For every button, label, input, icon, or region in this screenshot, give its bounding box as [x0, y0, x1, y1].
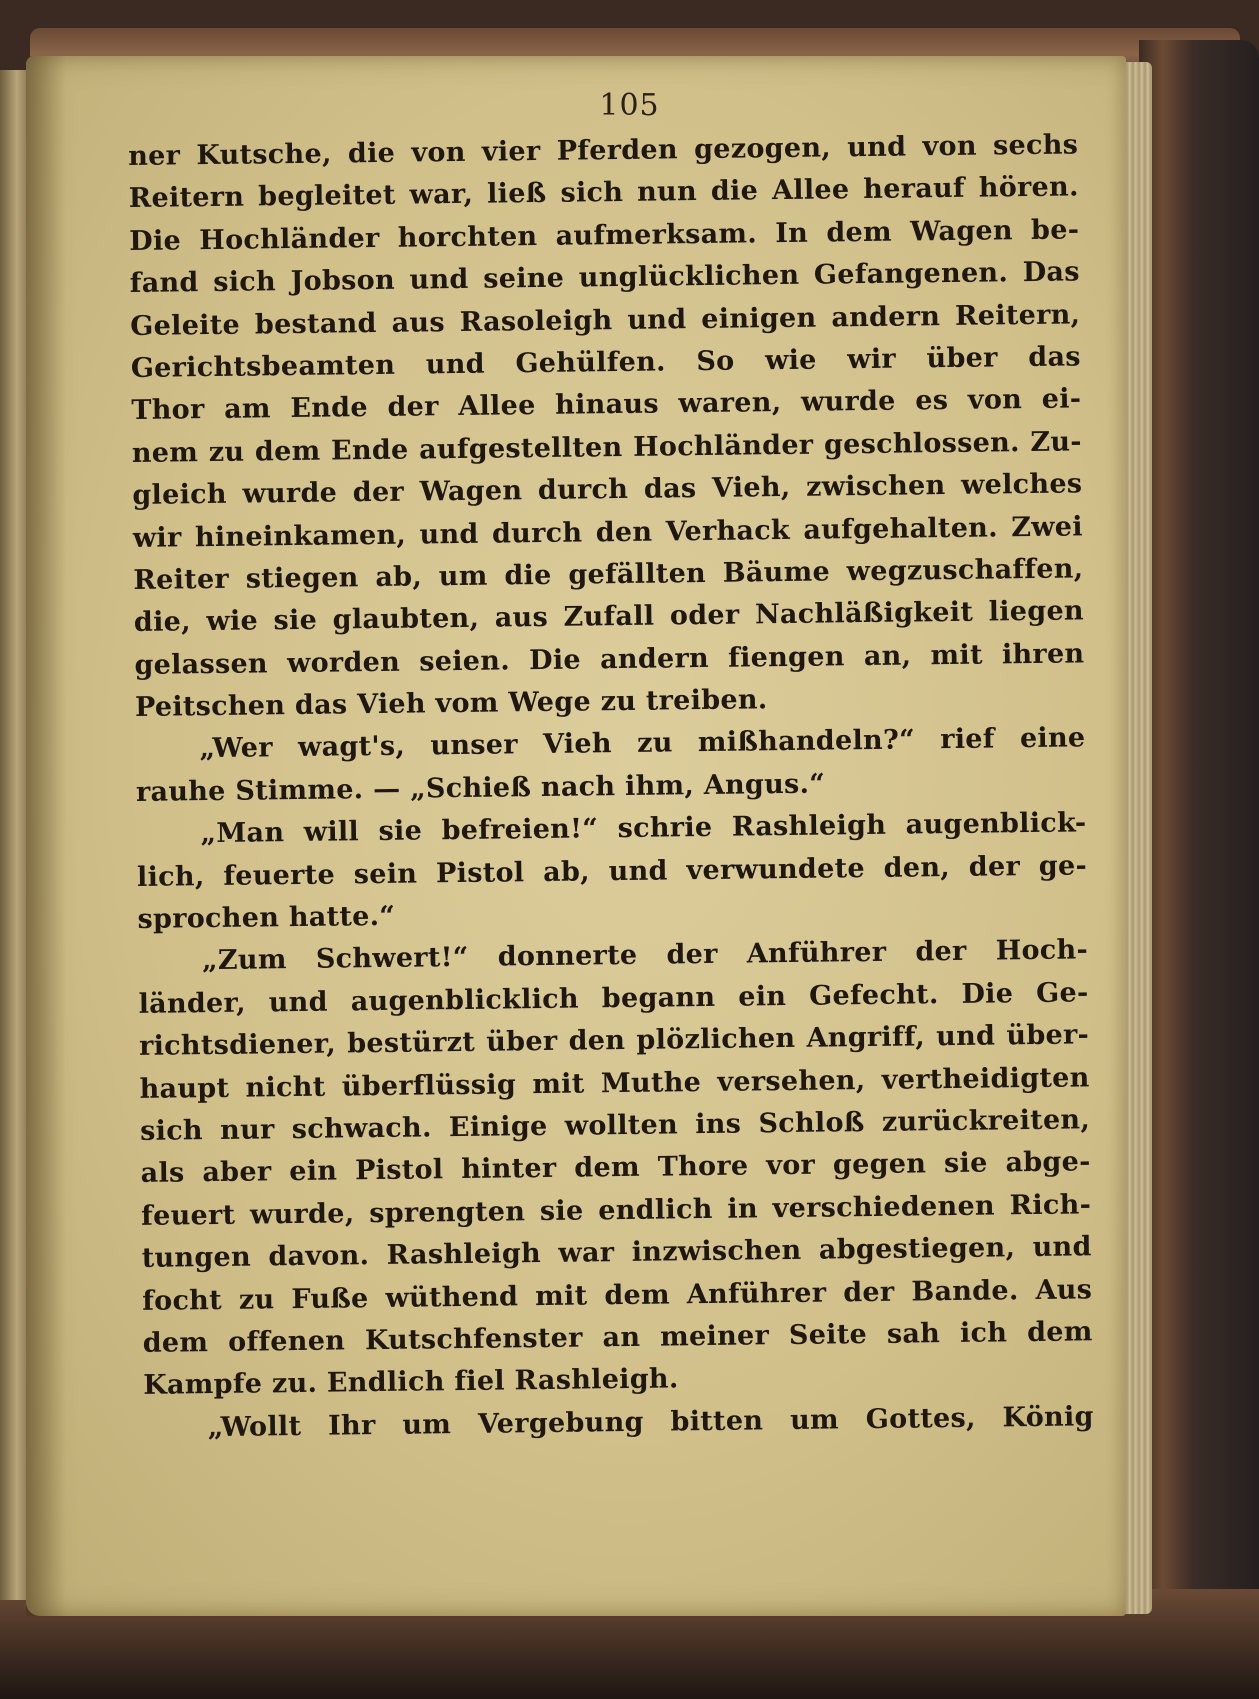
- text-line: fand sich Jobson und seine unglücklichen Gefangenen. Das: [129, 256, 1080, 300]
- text-line: gelassen worden seien. Die andern fiengen an, mit ihren: [134, 638, 1085, 681]
- text-line: feuert wurde, sprengten sie endlich in verschiedenen Rich-: [141, 1189, 1092, 1232]
- text-line: die, wie sie glaubten, aus Zufall oder Nachläßigkeit liegen: [133, 595, 1085, 639]
- page-number: 105: [599, 88, 660, 123]
- text-line: Reiter stiegen ab, um die gefällten Bäume wegzuschaffen,: [133, 553, 1084, 596]
- text-line: sprochen hatte.“: [137, 900, 396, 935]
- text-line: als aber ein Pistol hinter dem Thore vor gegen sie abge-: [140, 1146, 1091, 1190]
- body-text: [128, 124, 1094, 1450]
- text-line: länder, und augenblicklich begann ein Gefecht. Die Ge-: [138, 977, 1089, 1020]
- text-line: Thor am Ende der Allee hinaus waren, wurde es von ei-: [131, 383, 1082, 427]
- text-line: Kampfe zu. Endlich fiel Rashleigh.: [143, 1363, 679, 1402]
- text-line: Peitschen das Vieh vom Wege zu treiben.: [134, 684, 768, 724]
- text-line: wir hineinkamen, und durch den Verhack aufgehalten. Zwei: [132, 510, 1084, 554]
- text-line: „Zum Schwert!“ donnerte der Anführer der Hoch-: [201, 934, 1089, 977]
- text-line: richtsdiener, bestürzt über den plözlichen Angriff, und über-: [138, 1019, 1090, 1063]
- text-line: Reitern begleitet war, ließ sich nun die Allee herauf hören.: [128, 171, 1079, 215]
- book-cover-right-edge: [1139, 40, 1259, 1650]
- text-line: dem offenen Kutschfenster an meiner Seite sah ich dem: [142, 1316, 1093, 1359]
- text-line: Gerichtsbeamten und Gehülfen. So wie wir über das: [130, 341, 1081, 384]
- text-line: lich, feuerte sein Pistol ab, und verwundete den, der ge-: [136, 849, 1088, 893]
- facing-page-edge: [0, 70, 28, 1600]
- text-line: „Wollt Ihr um Vergebung bitten um Gottes, König: [207, 1401, 1094, 1443]
- text-line: sich nur schwach. Einige wollten ins Schloß zurückreiten,: [139, 1104, 1091, 1147]
- text-line: haupt nicht überflüssig mit Muthe versehen, vertheidigten: [139, 1061, 1090, 1105]
- text-line: rauhe Stimme. — „Schieß nach ihm, Angus.“: [135, 768, 826, 808]
- text-line: ner Kutsche, die von vier Pferden gezogen, und von sechs: [128, 129, 1079, 172]
- text-line: „Man will sie befreien!“ schrie Rashleigh augenblick-: [200, 807, 1087, 850]
- text-line: nem zu dem Ende aufgestellten Hochländer geschlossen. Zu-: [131, 426, 1082, 469]
- text-line: gleich wurde der Wagen durch das Vieh, zwischen welches: [132, 468, 1083, 512]
- text-line: focht zu Fuße wüthend mit dem Anführer der Bande. Aus: [142, 1273, 1093, 1317]
- text-line: tungen davon. Rashleigh war inzwischen abgestiegen, und: [141, 1231, 1092, 1275]
- text-line: Die Hochländer horchten aufmerksam. In dem Wagen be-: [129, 214, 1080, 257]
- text-line: Geleite bestand aus Rasoleigh und einigen andern Reitern,: [130, 298, 1081, 342]
- text-line: „Wer wagt's, unser Vieh zu mißhandeln?“ rief eine: [199, 722, 1086, 765]
